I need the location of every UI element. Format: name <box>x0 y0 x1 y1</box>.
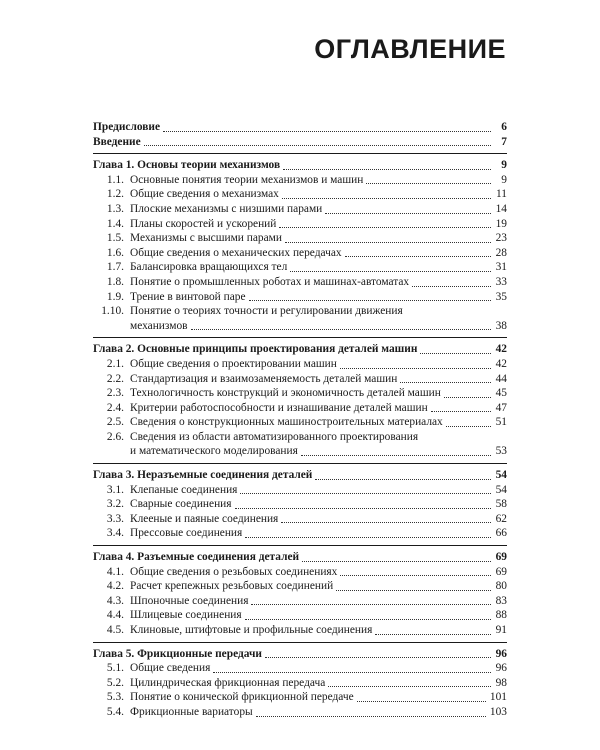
section-title: Трение в винтовой паре <box>130 290 246 303</box>
section-number: 3.3. <box>106 512 124 525</box>
section-entry[interactable] <box>93 260 507 275</box>
section-entry[interactable] <box>93 372 507 387</box>
section-number: 2.3. <box>106 387 124 400</box>
section-number: 4.4. <box>106 609 124 622</box>
dot-leader <box>412 286 491 287</box>
page-number: 96 <box>495 662 507 675</box>
page-number: 9 <box>501 173 507 186</box>
dot-leader <box>431 411 491 412</box>
page-number: 54 <box>495 483 507 496</box>
dot-leader <box>191 329 491 330</box>
dot-leader <box>213 672 491 673</box>
dot-leader <box>256 716 486 717</box>
section-title: Понятие о конической фрикционной передаче <box>130 691 354 704</box>
page-number: 28 <box>495 246 507 259</box>
section-title: Прессовые соединения <box>130 527 243 540</box>
chapter-heading[interactable] <box>93 642 507 662</box>
dot-leader <box>282 198 491 199</box>
chapter-heading[interactable] <box>93 545 507 565</box>
section-number: 3.4. <box>106 527 124 540</box>
page-number: 31 <box>495 261 507 274</box>
page-number: 42 <box>495 343 507 356</box>
dot-leader <box>279 227 491 228</box>
section-title: Расчет крепежных резьбовых соединений <box>130 580 334 593</box>
dot-leader <box>375 634 491 635</box>
page-number: 69 <box>495 565 507 578</box>
dot-leader <box>328 686 491 687</box>
section-title: Механизмы с высшими парами <box>130 232 282 245</box>
chapter-heading[interactable] <box>93 153 507 173</box>
front-matter <box>93 120 507 149</box>
page-number: 35 <box>495 290 507 303</box>
dot-leader <box>281 522 491 523</box>
section-entry[interactable] <box>93 290 507 305</box>
section-entry[interactable] <box>93 173 507 188</box>
chapter-heading[interactable] <box>93 463 507 483</box>
page-number: 58 <box>495 498 507 511</box>
page-number: 51 <box>495 416 507 429</box>
section-entry[interactable] <box>93 275 507 290</box>
page-number: 45 <box>495 387 507 400</box>
page-number: 47 <box>495 401 507 414</box>
page-number: 14 <box>495 202 507 215</box>
section-number: 1.10. <box>101 305 124 318</box>
section-number: 2.1. <box>106 357 124 370</box>
page-number: 91 <box>495 624 507 636</box>
dot-leader <box>249 300 491 301</box>
section-title: Шпоночные соединения <box>130 594 249 607</box>
section-title-line: Сведения из области автоматизированного проектирования <box>130 430 419 443</box>
section-number: 2.5. <box>106 416 124 429</box>
page-number: 44 <box>495 372 507 385</box>
section-entry[interactable] <box>93 202 507 217</box>
section-number: 4.2. <box>106 580 124 593</box>
section-title: Балансировка вращающихся тел <box>130 261 288 274</box>
dot-leader <box>444 397 491 398</box>
section-entry[interactable] <box>93 690 507 705</box>
section-number: 5.1. <box>106 662 124 675</box>
page-number: 88 <box>495 609 507 622</box>
section-number: 5.4. <box>106 705 124 718</box>
dot-leader <box>345 256 491 257</box>
page-number: 19 <box>495 217 507 230</box>
section-number: 1.2. <box>106 188 124 201</box>
dot-leader <box>400 382 491 383</box>
chapter-block <box>93 463 507 541</box>
section-entry[interactable] <box>93 512 507 527</box>
dot-leader <box>420 353 491 354</box>
page-number: 62 <box>495 512 507 525</box>
dot-leader <box>340 575 491 576</box>
toc-entry[interactable] <box>93 120 507 135</box>
dot-leader <box>240 493 491 494</box>
chapter-title: Глава 4. Разъемные соединения деталей <box>93 551 300 564</box>
section-title: Планы скоростей и ускорений <box>130 217 277 230</box>
chapter-block <box>93 545 507 638</box>
dot-leader <box>163 131 491 132</box>
page-number: 42 <box>495 357 507 370</box>
section-entry[interactable] <box>93 217 507 232</box>
chapter-heading[interactable] <box>93 337 507 357</box>
page-number: 6 <box>501 121 507 133</box>
section-number: 1.4. <box>106 217 124 230</box>
page-number: 66 <box>495 527 507 540</box>
section-title: Шлицевые соединения <box>130 609 242 622</box>
section-title: Сварные соединения <box>130 498 232 511</box>
section-title: Общие сведения о механизмах <box>130 188 279 201</box>
section-entry[interactable] <box>93 483 507 498</box>
section-number: 4.1. <box>106 565 124 578</box>
section-title: Клееные и паяные соединения <box>130 512 279 525</box>
dot-leader <box>446 426 491 427</box>
section-title: Клиновые, штифтовые и профильные соединения <box>130 624 373 636</box>
section-title: Клепаные соединения <box>130 483 238 496</box>
section-title: Общие сведения о механических передачах <box>130 246 342 259</box>
chapter-title: Глава 2. Основные принципы проектирования деталей машин <box>93 343 418 356</box>
section-title: Цилиндрическая фрикционная передача <box>130 676 326 689</box>
section-title-line: Понятие о теориях точности и регулировании движения <box>130 305 403 318</box>
section-entry-continued <box>93 319 507 334</box>
section-title: Технологичность конструкций и экономичность деталей машин <box>130 387 441 400</box>
dot-leader <box>290 271 491 272</box>
section-entry[interactable] <box>93 497 507 512</box>
section-title: Сведения о конструкционных машиностроительных материалах <box>130 416 443 429</box>
section-entry[interactable] <box>93 401 507 416</box>
dot-leader <box>251 604 491 605</box>
section-number: 2.4. <box>106 401 124 414</box>
dot-leader <box>285 242 491 243</box>
dot-leader <box>366 183 491 184</box>
section-title: Фрикционные вариаторы <box>130 705 253 718</box>
section-number: 1.9. <box>106 290 124 303</box>
dot-leader <box>325 213 491 214</box>
section-title: Общие сведения <box>130 662 211 675</box>
section-entry[interactable] <box>93 661 507 676</box>
page-number: 54 <box>495 469 507 482</box>
dot-leader <box>144 145 491 146</box>
section-number: 1.1. <box>106 173 124 186</box>
section-entry[interactable] <box>93 623 507 638</box>
page-number: 33 <box>495 275 507 288</box>
section-title: Стандартизация и взаимозаменяемость деталей машин <box>130 372 398 385</box>
page-number: 96 <box>495 647 507 660</box>
chapter-title: Глава 5. Фрикционные передачи <box>93 647 262 660</box>
section-title-line: и математического моделирования <box>130 445 298 458</box>
section-number: 4.5. <box>106 624 124 636</box>
page-number: 83 <box>495 594 507 607</box>
dot-leader <box>357 701 486 702</box>
dot-leader <box>245 537 491 538</box>
page-title: ОГЛАВЛЕНИЕ <box>314 34 506 64</box>
chapter-block <box>93 153 507 333</box>
chapter-block <box>93 642 507 720</box>
page-number: 53 <box>495 445 507 458</box>
section-entry[interactable] <box>93 565 507 580</box>
chapter-title: Глава 1. Основы теории механизмов <box>93 159 281 172</box>
section-entry[interactable] <box>93 705 507 720</box>
section-entry[interactable] <box>93 357 507 372</box>
section-entry[interactable] <box>93 526 507 541</box>
section-number: 2.2. <box>106 372 124 385</box>
table-of-contents <box>93 120 507 720</box>
section-number: 3.1. <box>106 483 124 496</box>
section-title: Понятие о промышленных роботах и машинах-автоматах <box>130 275 410 288</box>
section-entry[interactable] <box>93 386 507 401</box>
section-number: 2.6. <box>106 430 124 443</box>
section-number: 5.2. <box>106 676 124 689</box>
dot-leader <box>245 619 491 620</box>
dot-leader <box>235 508 492 509</box>
page-number: 9 <box>501 159 507 172</box>
page-number: 98 <box>495 676 507 689</box>
toc-entry[interactable] <box>93 135 507 150</box>
entry-title: Предисловие <box>93 121 161 133</box>
section-title-line: механизмов <box>130 319 188 332</box>
page-number: 80 <box>495 580 507 593</box>
section-number: 1.3. <box>106 202 124 215</box>
section-title: Критерии работоспособности и изнашивание деталей машин <box>130 401 428 414</box>
section-number: 1.6. <box>106 246 124 259</box>
dot-leader <box>283 169 491 170</box>
section-number: 1.8. <box>106 275 124 288</box>
page-number: 23 <box>495 232 507 245</box>
dot-leader <box>265 657 491 658</box>
dot-leader <box>301 455 491 456</box>
chapter-block <box>93 337 507 459</box>
section-number: 1.7. <box>106 261 124 274</box>
page-number: 101 <box>489 691 507 704</box>
section-number: 3.2. <box>106 498 124 511</box>
page-number: 7 <box>501 135 507 148</box>
section-entry[interactable] <box>93 676 507 691</box>
section-entry[interactable] <box>93 304 507 319</box>
section-number: 5.3. <box>106 691 124 704</box>
entry-title: Введение <box>93 135 141 148</box>
page-number: 69 <box>495 551 507 564</box>
dot-leader <box>336 590 491 591</box>
section-entry[interactable] <box>93 246 507 261</box>
section-title: Основные понятия теории механизмов и машин <box>130 173 364 186</box>
dot-leader <box>302 561 491 562</box>
section-entry[interactable] <box>93 608 507 623</box>
page-number: 38 <box>495 319 507 332</box>
chapter-title: Глава 3. Неразъемные соединения деталей <box>93 469 313 482</box>
section-number: 4.3. <box>106 594 124 607</box>
section-entry-continued <box>93 444 507 459</box>
dot-leader <box>315 479 491 480</box>
page-number: 11 <box>496 188 507 201</box>
section-title: Плоские механизмы с низшими парами <box>130 202 323 215</box>
section-entry[interactable] <box>93 579 507 594</box>
dot-leader <box>340 368 491 369</box>
section-title: Общие сведения о резьбовых соединениях <box>130 565 338 578</box>
section-entry[interactable] <box>93 430 507 445</box>
section-entry[interactable] <box>93 231 507 246</box>
section-number: 1.5. <box>106 232 124 245</box>
section-entry[interactable] <box>93 594 507 609</box>
section-entry[interactable] <box>93 415 507 430</box>
section-title: Общие сведения о проектировании машин <box>130 357 337 370</box>
page-number: 103 <box>489 705 507 718</box>
section-entry[interactable] <box>93 187 507 202</box>
